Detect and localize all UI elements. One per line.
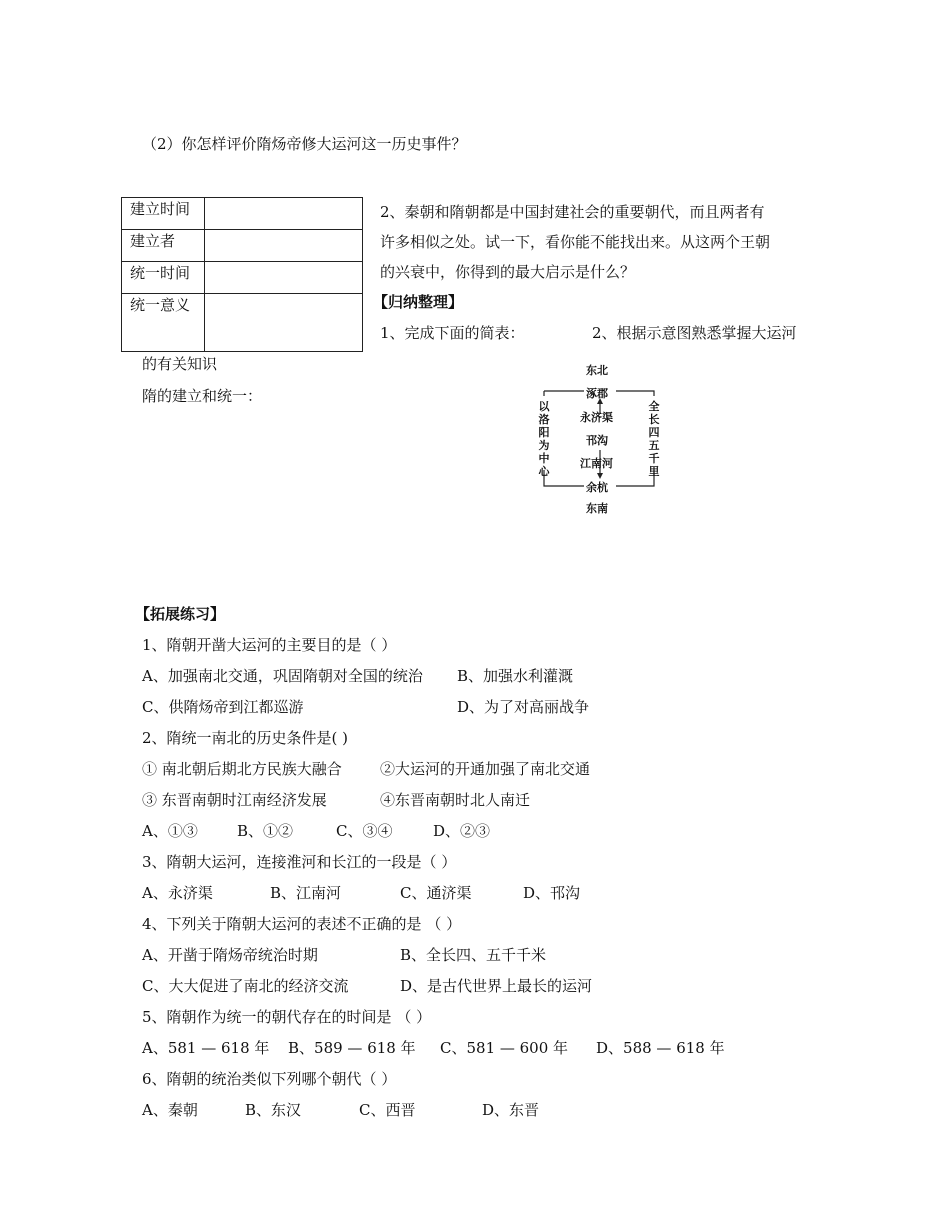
diagram-segment-jiangnanhe: 江南河 (580, 457, 613, 470)
diagram-segment-yuhang: 余杭 (586, 481, 608, 494)
q6-option-d[interactable]: D、东晋 (482, 1101, 540, 1119)
q6-option-c[interactable]: C、西晋 (359, 1101, 416, 1119)
table-row (122, 230, 363, 262)
question-2-2: （2）你怎样评价隋炀帝修大运河这一历史事件？ (142, 135, 467, 153)
question-1-stem: 1、隋朝开凿大运河的主要目的是（ ） (142, 636, 397, 654)
q1-option-d[interactable]: D、为了对高丽战争 (457, 698, 590, 716)
practice-heading: 【拓展练习】 (135, 605, 226, 623)
qin-sui-question-line-2: 许多相似之处。试一下，看你能不能找出来。从这两个王朝 (380, 233, 771, 251)
q5-option-a[interactable]: A、581 — 618 年 (142, 1039, 270, 1057)
table-row (122, 262, 363, 294)
diagram-bottom-label: 东南 (586, 502, 608, 515)
summary-table (121, 197, 363, 352)
q6-option-b[interactable]: B、东汉 (245, 1101, 302, 1119)
q4-option-a[interactable]: A、开凿于隋炀帝统治时期 (142, 946, 318, 964)
diagram-segment-zhuojun: 涿郡 (586, 387, 608, 400)
q4-option-c[interactable]: C、大大促进了南北的经济交流 (142, 977, 349, 995)
q3-option-a[interactable]: A、永济渠 (142, 884, 213, 902)
grand-canal-diagram (530, 358, 670, 518)
q2-statement-3: ③ 东晋南朝时江南经济发展 (142, 791, 327, 809)
q2-statement-2: ②大运河的开通加强了南北交通 (380, 760, 591, 778)
q5-option-d[interactable]: D、588 — 618 年 (596, 1039, 725, 1057)
q2-option-d[interactable]: D、②③ (433, 822, 491, 840)
question-2-stem: 2、隋统一南北的历史条件是( ) (142, 729, 349, 747)
q2-option-c[interactable]: C、③④ (336, 822, 393, 840)
summary-task-2-cont: 的有关知识 (142, 355, 218, 373)
table-value[interactable] (205, 262, 363, 294)
q4-option-d[interactable]: D、是古代世界上最长的运河 (400, 977, 593, 995)
q1-option-a[interactable]: A、加强南北交通，巩固隋朝对全国的统治 (142, 667, 423, 685)
q2-option-b[interactable]: B、①② (237, 822, 294, 840)
diagram-segment-yongjiqu: 永济渠 (580, 411, 613, 424)
table-label: 统一意义 (122, 294, 205, 352)
diagram-segment-hangou: 邗沟 (586, 434, 608, 447)
q5-option-b[interactable]: B、589 — 618 年 (288, 1039, 416, 1057)
q3-option-c[interactable]: C、通济渠 (400, 884, 472, 902)
q2-statement-4: ④东晋南朝时北人南迁 (380, 791, 531, 809)
summary-task-1: 1、完成下面的简表： (380, 324, 525, 342)
diagram-right-label: 全长四五千里 (648, 400, 660, 478)
q1-option-c[interactable]: C、供隋炀帝到江都巡游 (142, 698, 304, 716)
table-label: 建立者 (122, 230, 205, 262)
table-label: 统一时间 (122, 262, 205, 294)
diagram-top-label: 东北 (586, 364, 608, 377)
question-5-stem: 5、隋朝作为统一的朝代存在的时间是 （ ） (142, 1008, 432, 1026)
q2-statement-1: ① 南北朝后期北方民族大融合 (142, 760, 342, 778)
q3-option-d[interactable]: D、邗沟 (523, 884, 581, 902)
q1-option-b[interactable]: B、加强水利灌溉 (457, 667, 574, 685)
summary-heading: 【归纳整理】 (373, 293, 464, 311)
table-value[interactable] (205, 230, 363, 262)
table-label: 建立时间 (122, 198, 205, 230)
question-4-stem: 4、下列关于隋朝大运河的表述不正确的是 （ ） (142, 915, 462, 933)
q5-option-c[interactable]: C、581 — 600 年 (440, 1039, 569, 1057)
qin-sui-question-line-1: 2、秦朝和隋朝都是中国封建社会的重要朝代，而且两者有 (380, 203, 765, 221)
q6-option-a[interactable]: A、秦朝 (142, 1101, 198, 1119)
q4-option-b[interactable]: B、全长四、五千千米 (400, 946, 547, 964)
sui-founding-label: 隋的建立和统一： (142, 387, 263, 405)
table-value[interactable] (205, 294, 363, 352)
q3-option-b[interactable]: B、江南河 (270, 884, 342, 902)
table-row (122, 294, 363, 352)
qin-sui-question-line-3: 的兴衰中，你得到的最大启示是什么？ (380, 263, 636, 281)
summary-task-2: 2、根据示意图熟悉掌握大运河 (592, 324, 797, 342)
question-3-stem: 3、隋朝大运河，连接淮河和长江的一段是（ ） (142, 853, 457, 871)
diagram-left-label: 以洛阳为中心 (538, 400, 550, 478)
question-6-stem: 6、隋朝的统治类似下列哪个朝代（ ） (142, 1070, 397, 1088)
q2-option-a[interactable]: A、①③ (142, 822, 198, 840)
table-value[interactable] (205, 198, 363, 230)
table-row (122, 198, 363, 230)
